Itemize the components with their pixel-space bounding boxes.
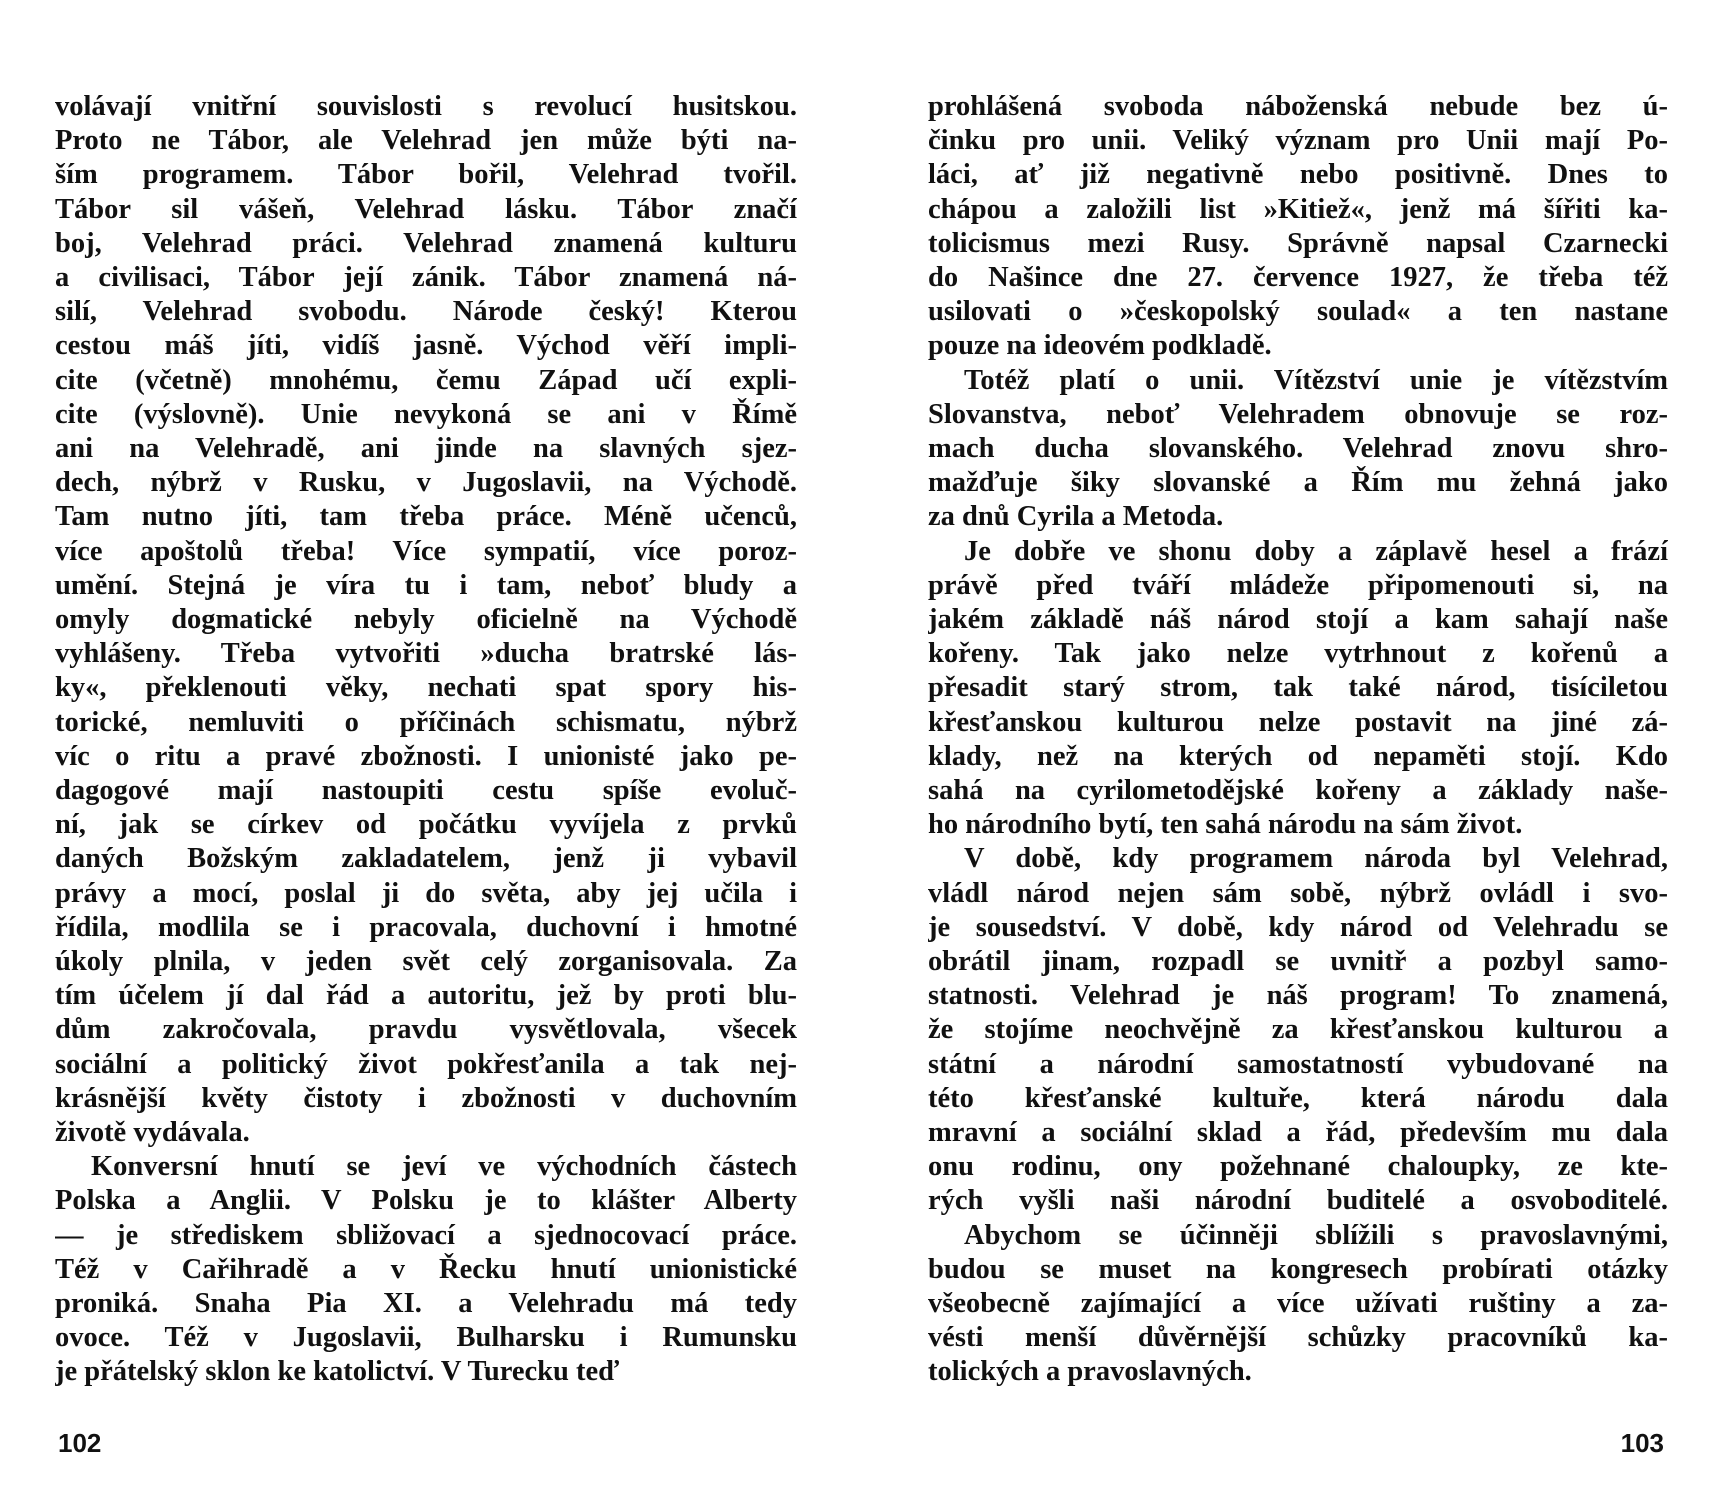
text-line: ším programem. Tábor bořil, Velehrad tvořil.: [55, 159, 797, 191]
text-line: ní, jak se církev od počátku vyvíjela z prvků: [55, 809, 797, 841]
text-line: do Našince dne 27. července 1927, že třeba též: [928, 262, 1668, 293]
text-line: Abychom se účinněji sblížili s pravoslavnými,: [964, 1219, 1668, 1251]
text-line: za dnů Cyrila a Metoda.: [928, 501, 1224, 533]
text-line: kořeny. Tak jako nelze vytrhnout z kořenů a: [928, 638, 1668, 670]
text-line: chápou a založili list »Kitiež«, jenž má šířiti ka-: [928, 193, 1668, 225]
text-line: činku pro unii. Veliký význam pro Unii mají Po-: [928, 125, 1668, 157]
text-line: ky«, překlenouti věky, nechati spat spory his-: [55, 672, 797, 704]
text-line: pouze na ideovém podkladě.: [928, 330, 1272, 362]
text-line: silí, Velehrad svobodu. Národe český! Kterou: [55, 296, 797, 328]
text-line: že stojíme neochvějně za křesťanskou kulturou a: [928, 1014, 1668, 1046]
text-line: je přátelský sklon ke katolictví. V Turecku teď: [55, 1356, 620, 1388]
text-line: láci, ať již negativně nebo positivně. Dnes to: [928, 159, 1668, 191]
text-line: omyly dogmatické nebyly oficielně na Východě: [55, 604, 797, 635]
text-line: tolicismus mezi Rusy. Správně napsal Czarnecki: [928, 227, 1668, 259]
text-line: sahá na cyrilometodějské kořeny a základy naše-: [928, 775, 1668, 806]
text-line: — je střediskem sbližovací a sjednocovací práce.: [55, 1219, 797, 1251]
text-line: ho národního bytí, ten sahá národu na sám život.: [928, 809, 1523, 841]
text-line: Konversní hnutí se jeví ve východních částech: [91, 1151, 797, 1183]
text-line: vésti menší důvěrnější schůzky pracovníků ka-: [928, 1322, 1668, 1354]
text-line: Slovanstva, neboť Velehradem obnovuje se roz-: [928, 398, 1668, 430]
right-page: [858, 0, 1716, 1500]
text-line: úkoly plnila, v jeden svět celý zorganisovala. Za: [55, 946, 797, 977]
text-line: všeobecně zajímající a více užívati ruštiny a za-: [928, 1288, 1668, 1319]
text-line: Též v Cařihradě a v Řecku hnutí unionistické: [55, 1253, 797, 1285]
text-line: Tábor sil vášeň, Velehrad lásku. Tábor značí: [55, 193, 797, 225]
text-line: jakém základě náš národ stojí a kam sahají naše: [928, 604, 1668, 635]
text-line: víc o ritu a pravé zbožnosti. I unionisté jako pe-: [55, 740, 797, 772]
text-line: více apoštolů třeba! Více sympatií, více poroz-: [55, 535, 797, 567]
text-line: V době, kdy programem národa byl Velehrad,: [964, 843, 1668, 875]
text-line: dech, nýbrž v Rusku, v Jugoslavii, na Východě.: [55, 467, 797, 499]
text-line: boj, Velehrad práci. Velehrad znamená kulturu: [55, 227, 797, 259]
text-line: přesadit starý strom, tak také národ, tisíciletou: [928, 672, 1668, 704]
text-line: Proto ne Tábor, ale Velehrad jen může býti na-: [55, 125, 797, 157]
text-line: statnosti. Velehrad je náš program! To znamená,: [928, 980, 1668, 1012]
text-line: právě před tváří mládeže připomenouti si, na: [928, 569, 1668, 601]
text-line: Polska a Anglii. V Polsku je to klášter Alberty: [55, 1185, 797, 1217]
text-line: Totéž platí o unii. Vítězství unie je vítězstvím: [964, 364, 1668, 396]
text-line: budou se muset na kongresech probírati otázky: [928, 1253, 1668, 1285]
text-line: cestou máš jíti, vidíš jasně. Východ věří impli-: [55, 330, 797, 362]
text-line: státní a národní samostatností vybudované na: [928, 1048, 1668, 1080]
text-line: právy a mocí, poslal ji do světa, aby jej učila i: [55, 877, 797, 909]
text-line: klady, než na kterých od nepaměti stojí. Kdo: [928, 740, 1668, 772]
text-line: této křesťanské kultuře, která národu dala: [928, 1082, 1668, 1114]
text-line: dům zakročovala, pravdu vysvětlovala, všecek: [55, 1014, 797, 1046]
text-line: usilovati o »českopolský soulad« a ten nastane: [928, 296, 1668, 328]
text-line: daných Božským zakladatelem, jenž ji vybavil: [55, 843, 797, 875]
text-line: torické, nemluviti o příčinách schismatu, nýbrž: [55, 706, 797, 738]
text-line: ani na Velehradě, ani jinde na slavných sjez-: [55, 433, 797, 464]
text-line: ovoce. Též v Jugoslavii, Bulharsku i Rumunsku: [55, 1322, 797, 1354]
text-line: křesťanskou kulturou nelze postavit na jiné zá-: [928, 706, 1668, 738]
text-line: tím účelem jí dal řád a autoritu, jež by proti blu-: [55, 980, 797, 1012]
text-line: cite (včetně) mnohému, čemu Západ učí expli-: [55, 364, 797, 396]
text-line: prohlášená svoboda náboženská nebude bez ú-: [928, 91, 1668, 122]
text-line: mažďuje šiky slovanské a Řím mu žehná jako: [928, 467, 1668, 499]
text-line: sociální a politický život pokřesťanila a tak nej-: [55, 1048, 797, 1080]
text-line: onu rodinu, ony požehnané chaloupky, ze kte-: [928, 1151, 1668, 1183]
text-line: je sousedství. V době, kdy národ od Velehradu se: [928, 911, 1668, 943]
text-line: dagogové mají nastoupiti cestu spíše evoluč-: [55, 775, 797, 806]
text-line: vládl národ nejen sám sobě, nýbrž ovládl i svo-: [928, 877, 1668, 909]
text-line: cite (výslovně). Unie nevykoná se ani v Římě: [55, 398, 797, 430]
text-line: mravní a sociální sklad a řád, především mu dala: [928, 1117, 1668, 1148]
text-line: řídila, modlila se i pracovala, duchovní i hmotné: [55, 911, 797, 943]
text-line: a civilisaci, Tábor její zánik. Tábor znamená ná-: [55, 262, 797, 293]
text-line: krásnější květy čistoty i zbožnosti v duchovním: [55, 1082, 797, 1114]
text-line: Tam nutno jíti, tam třeba práce. Méně učenců,: [55, 501, 797, 533]
text-line: Je dobře ve shonu doby a záplavě hesel a frází: [964, 535, 1668, 567]
text-line: umění. Stejná je víra tu i tam, neboť bludy a: [55, 569, 797, 601]
text-line: mach ducha slovanského. Velehrad znovu shro-: [928, 433, 1668, 464]
text-line: obrátil jinam, rozpadl se uvnitř a pozbyl samo-: [928, 946, 1668, 977]
text-line: tolických a pravoslavných.: [928, 1356, 1252, 1388]
text-line: životě vydávala.: [55, 1117, 250, 1148]
text-line: volávají vnitřní souvislosti s revolucí husitskou.: [55, 91, 797, 122]
left-page-number: 102: [58, 1428, 102, 1458]
text-line: vyhlášeny. Třeba vytvořiti »ducha bratrské lás-: [55, 638, 797, 670]
right-page-number: 103: [1620, 1428, 1664, 1458]
text-line: rých vyšli naši národní buditelé a osvoboditelé.: [928, 1185, 1668, 1217]
text-line: proniká. Snaha Pia XI. a Velehradu má tedy: [55, 1288, 797, 1319]
